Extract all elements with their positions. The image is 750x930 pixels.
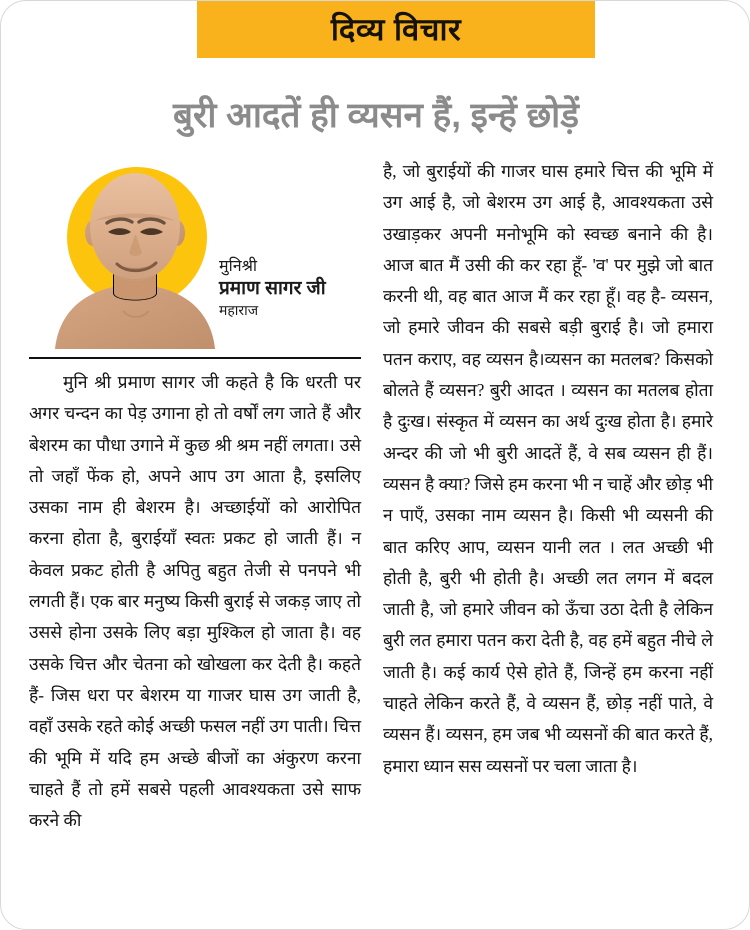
page-title: बुरी आदतें ही व्यसन हैं, इन्हें छोड़ें [173, 96, 579, 136]
caption-suffix: महाराज [219, 302, 259, 318]
portrait-block [29, 161, 361, 349]
article-paragraph-left: मुनि श्री प्रमाण सागर जी कहते है कि धरती पर अगर चन्दन का पेड़ उगाना हो तो वर्षों लग जाते हैं और बेशरम का पौधा उगाने में कुछ श्री श्रम नहीं लगता। उसे तो जहाँ फेंक हो, अपने आप उग आता है, इसलिए उसका नाम ही बेशरम है। अच्छाईयों को आरोपित करना होता है, बुराईयाँ स्वतः प्रकट हो जाती हैं। न केवल प्रकट होती है अपितु बहुत तेजी से पनपने भी लगती हैं। एक बार मनुष्य किसी बुराई से जकड़ जाए तो उससे होना उसके लिए बड़ा मुश्किल हो जाता है। वह उसके चित्त और चेतना को खोखला कर देती है। कहते हैं- जिस धरा पर बेशरम या गाजर घास उग जाती है, वहाँ उसके रहते कोई अच्छी फसल नहीं उग पाती। चित्त की भूमि में यदि हम अच्छे बीजों का अंकुरण करना चाहते हैं तो हमें सबसे पहली आवश्यकता उसे साफ करने की [29, 372, 361, 831]
monk-photo-illustration [51, 161, 219, 349]
article-column-left [29, 367, 361, 887]
masthead-title: दिव्य विचार [330, 12, 462, 47]
article-column-right [383, 156, 713, 888]
column-divider-rule [29, 357, 361, 359]
caption-prefix: मुनिश्री [219, 258, 258, 275]
masthead-banner [197, 1, 595, 58]
article-paragraph-right: है, जो बुराईयों की गाजर घास हमारे चित्त की भूमि में उग आई है, जो बेशरम उग आई है, आवश्यकता उसे उखाड़कर अपनी मनोभूमि को स्वच्छ बनाने की है। आज बात मैं उसी की कर रहा हूँ- 'व' पर मुझे जो बात करनी थी, वह बात आज मैं कर रहा हूँ। वह है- व्यसन, जो हमारे जीवन की सबसे बड़ी बुराई है। जो हमारा पतन कराए, वह व्यसन है।व्यसन का मतलब? किसको बोलते हैं व्यसन? बुरी आदत । व्यसन का मतलब होता है दुःख। संस्कृत में व्यसन का अर्थ दुःख होता है। हमारे अन्दर की जो भी बुरी आदतें हैं, वे सब व्यसन ही हैं। व्यसन है क्या? जिसे हम करना भी न चाहें और छोड़ भी न पाएँ, उसका नाम व्यसन है। किसी भी व्यसनी की बात करिए आप, व्यसन यानी लत । लत अच्छी भी होती है, बुरी भी होती है। अच्छी लत लगन में बदल जाती है, जो हमारे जीवन को ऊँचा उठा देती है लेकिन बुरी लत हमारा पतन करा देती है, वह हमें बहुत नीचे ले जाती है। कई कार्य ऐसे होते हैं, जिन्हें हम करना नहीं चाहते लेकिन करते हैं, वे व्यसन हैं, छोड़ नहीं पाते, वे व्यसन हैं। व्यसन, हम जब भी व्यसनों की बात करते हैं, हमारा ध्यान सस व्यसनों पर चला जाता है। [383, 161, 714, 776]
portrait-caption [219, 257, 361, 319]
monk-portrait [51, 161, 219, 349]
caption-name: प्रमाण सागर जी [219, 278, 326, 299]
